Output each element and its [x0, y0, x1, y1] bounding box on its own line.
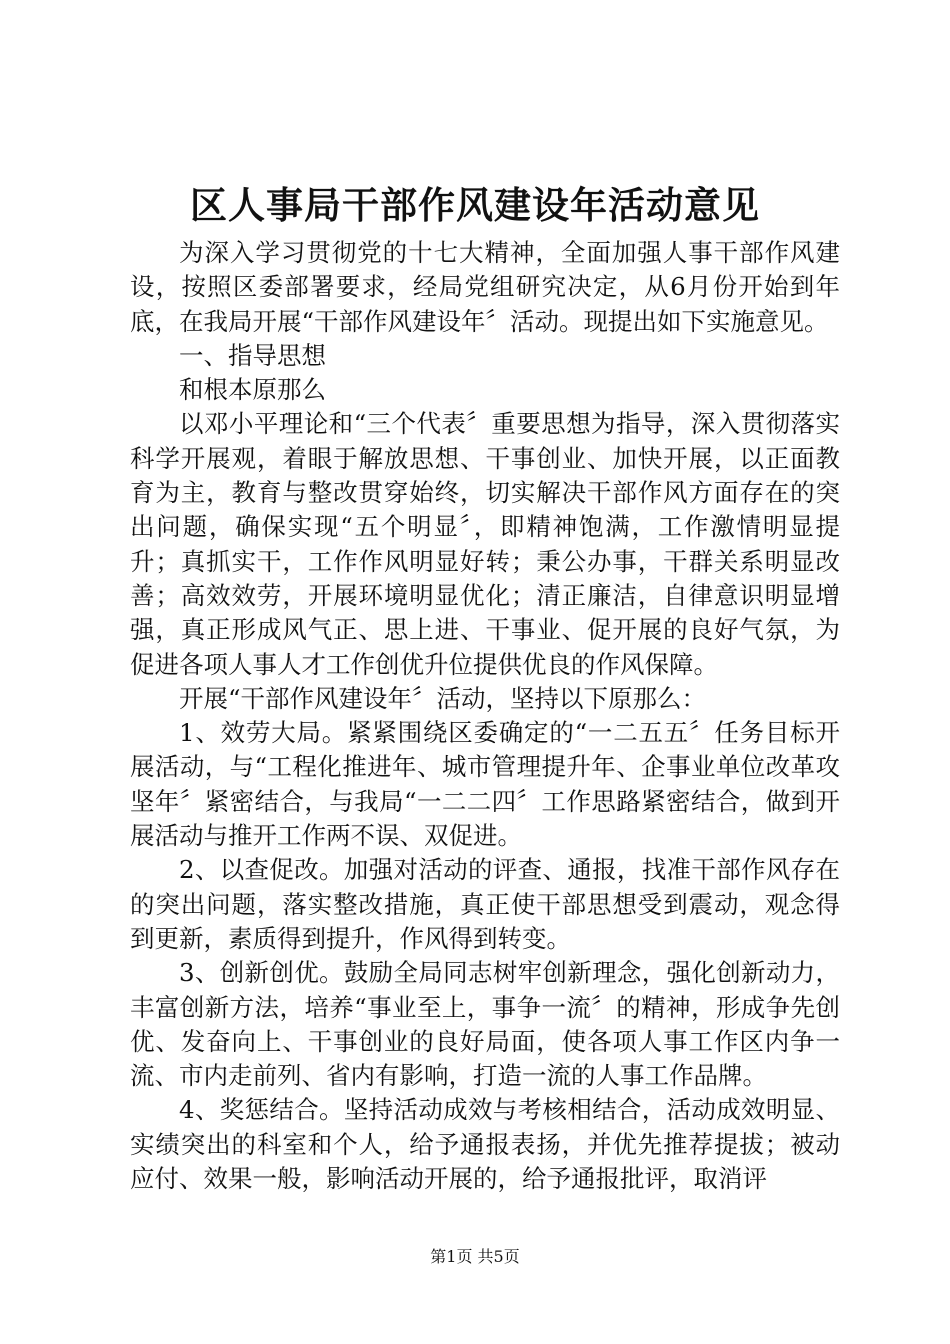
paragraph-intro: 为深入学习贯彻党的十七大精神，全面加强人事干部作风建设，按照区委部署要求，经局党组研究决定，从6月份开始到年底，在我局开展“干部作风建设年〞活动。现提出如下实施意见。 — [130, 238, 840, 336]
paragraph-principles-lead: 开展“干部作风建设年〞活动，坚持以下原那么： — [179, 683, 707, 713]
page-number-footer: 第1页 共5页 — [430, 1247, 520, 1266]
paragraph-principle-1: 1、效劳大局。紧紧围绕区委确定的“一二五五〞任务目标开展活动，与“工程化推进年、城市管理提升年、企事业单位改革攻坚年〞紧密结合，与我局“一二二四〞工作思路紧密结合，做到开展活动与推开工作两不误、双促进。 — [130, 718, 840, 851]
document-body — [130, 236, 840, 1196]
paragraph-principle-3: 3、创新创优。鼓励全局同志树牢创新理念，强化创新动力，丰富创新方法，培养“事业至上，事争一流〞的精神，形成争先创优、发奋向上、干事创业的良好局面，使各项人事工作区内争一流、市内走前列、省内有影响，打造一流的人事工作品牌。 — [130, 958, 840, 1091]
paragraph-principle-2: 2、以查促改。加强对活动的评查、通报，找准干部作风存在的突出问题，落实整改措施，真正使干部思想受到震动，观念得到更新，素质得到提升，作风得到转变。 — [130, 855, 840, 953]
section-heading-principles: 和根本原那么 — [179, 375, 326, 405]
section-heading-guiding-thought: 一、指导思想 — [179, 340, 326, 370]
paragraph-principle-4: 4、奖惩结合。坚持活动成效与考核相结合，活动成效明显、实绩突出的科室和个人，给予通报表扬，并优先推荐提拔；被动应付、效果一般，影响活动开展的，给予通报批评，取消评 — [130, 1095, 840, 1194]
paragraph-guiding-thought: 以邓小平理论和“三个代表〞重要思想为指导，深入贯彻落实科学开展观，着眼于解放思想、干事创业、加快开展，以正面教育为主，教育与整改贯穿始终，切实解决干部作风方面存在的突出问题，确保实现“五个明显〞，即精神饱满，工作激情明显提升；真抓实干，工作作风明显好转；秉公办事，干群关系明显改善；高效效劳，开展环境明显优化；清正廉洁，自律意识明显增强，真正形成风气正、思上进、干事业、促开展的良好气氛，为促进各项人事人才工作创优升位提供优良的作风保障。 — [130, 409, 840, 679]
page-title: 区人事局干部作风建设年活动意见 — [190, 183, 760, 227]
